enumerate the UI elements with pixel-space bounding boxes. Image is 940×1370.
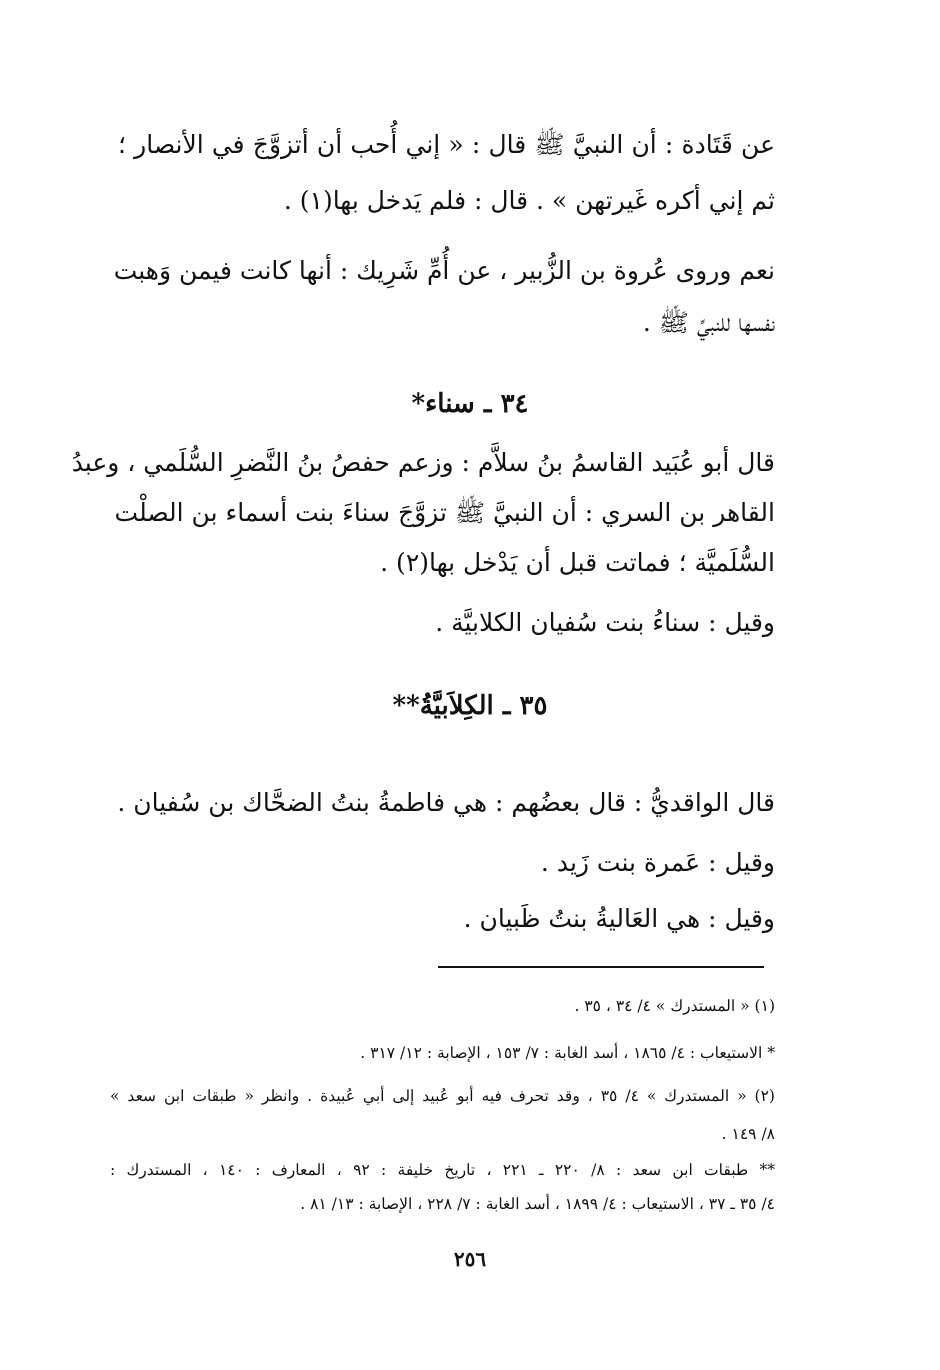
footnote-double-star-continued: ٤/ ٣٥ ـ ٣٧ ، الاستيعاب : ٤/ ١٨٩٩ ، أسد الغابة : ٧/ ٢٢٨ ، الإصابة : ١٣/ ٨١ . — [300, 1195, 775, 1213]
section-34-line-3: السُّلَميَّة ؛ فماتت قبل أن يَدْخل بها(٢) . — [380, 548, 775, 577]
body-line-3: نعم وروى عُروة بن الزُّبير ، عن أُمِّ شَرِيك : أنها كانت فيمن وَهبت — [113, 256, 775, 285]
section-heading-35: ٣٥ ـ الكِلاَبيَّةُ** — [392, 691, 548, 721]
body-line-4: نفسها للنبيِّ ﷺ . — [642, 308, 775, 337]
section-34-line-2: القاهر بن السري : أن النبيَّ ﷺ تزوَّجَ سناءَ بنت أسماء بن الصلْت — [114, 498, 775, 527]
footnote-1: (١) « المستدرك » ٤/ ٣٤ ، ٣٥ . — [574, 997, 775, 1015]
section-34-line-1: قال أبو عُبَيد القاسمُ بنُ سلاَّم : وزعم حفصُ بنُ النَّضرِ السُّلَمي ، وعبدُ — [71, 448, 775, 477]
footnote-star: * الاستيعاب : ٤/ ١٨٦٥ ، أسد الغابة : ٧/ ١٥٣ ، الإصابة : ١٢/ ٣١٧ . — [360, 1044, 775, 1062]
footnote-2-continued: ٨/ ١٤٩ . — [721, 1125, 775, 1143]
body-line-1: عن قَتَادة : أن النبيَّ ﷺ قال : « إني أُحب أن أتزوَّجَ في الأنصار ؛ — [118, 130, 775, 159]
footnote-divider — [438, 966, 764, 968]
section-34-line-4: وقيل : سناءُ بنت سُفيان الكلابيَّة . — [435, 608, 775, 637]
section-35-line-3: وقيل : هي العَاليةُ بنتُ ظَبيان . — [463, 904, 775, 933]
section-35-line-2: وقيل : عَمرة بنت زَيد . — [540, 848, 775, 877]
section-35-line-1: قال الواقديُّ : قال بعضُهم : هي فاطمةُ بنتُ الضحَّاك بن سُفيان . — [117, 788, 775, 817]
body-line-2: ثم إني أكره غَيرتهن » . قال : فلم يَدخل بها(١) . — [283, 186, 775, 215]
footnote-double-star: ** طبقات ابن سعد : ٨/ ٢٢٠ ـ ٢٢١ ، تاريخ خليفة : ٩٢ ، المعارف : ١٤٠ ، المستدرك : — [110, 1161, 775, 1179]
footnote-2: (٢) « المستدرك » ٤/ ٣٥ ، وقد تحرف فيه أبو عُبيد إلى أبي عُبيدة . وانظر « طبقات ابن سعد » — [110, 1087, 775, 1105]
page-number: ٢٥٦ — [453, 1247, 487, 1271]
section-heading-34: ٣٤ ـ سناء* — [411, 389, 529, 419]
